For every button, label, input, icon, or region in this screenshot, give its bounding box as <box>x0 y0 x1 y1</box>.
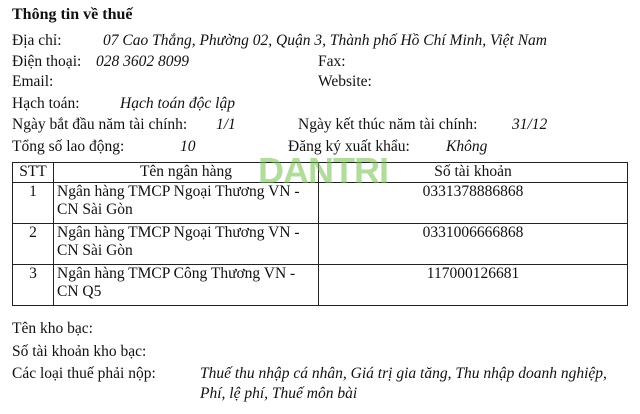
email-label: Email: <box>12 73 54 90</box>
fax-label: Fax: <box>318 53 346 70</box>
employees-label: Tổng số lao động: <box>12 138 125 155</box>
fiscal-start-value: 1/1 <box>216 116 236 133</box>
treasury-account-label: Số tài khoản kho bạc: <box>12 343 147 360</box>
row-stt: 2 <box>13 224 54 265</box>
export-reg-value: Không <box>446 138 488 155</box>
table-row <box>13 265 628 306</box>
table-row <box>13 224 628 265</box>
col-header-bank-name: Tên ngân hàng <box>54 163 319 183</box>
website-label: Website: <box>318 73 372 90</box>
treasury-name-label: Tên kho bạc: <box>12 320 93 337</box>
phone-label: Điện thoại: <box>12 53 82 70</box>
col-header-account-number: Số tài khoản <box>319 163 628 183</box>
row-account-number: 0331378886868 <box>319 183 628 224</box>
row-account-number: 0331006666868 <box>319 224 628 265</box>
fiscal-end-label: Ngày kết thúc năm tài chính: <box>298 116 478 133</box>
phone-value: 028 3602 8099 <box>96 53 189 70</box>
dantri-watermark: DANTRI <box>258 150 388 191</box>
fiscal-end-value: 31/12 <box>512 116 548 133</box>
section-title: Thông tin về thuế <box>12 6 133 23</box>
employees-value: 10 <box>180 138 196 155</box>
taxes-label: Các loại thuế phải nộp: <box>12 365 156 382</box>
row-stt: 1 <box>13 183 54 224</box>
fiscal-start-label: Ngày bắt đầu năm tài chính: <box>12 116 188 133</box>
row-bank-name: Ngân hàng TMCP Công Thương VN - CN Q5 <box>54 265 319 306</box>
export-reg-label: Đăng ký xuất khẩu: <box>288 138 410 155</box>
address-value: 07 Cao Thắng, Phường 02, Quận 3, Thành phố Hồ Chí Minh, Việt Nam <box>103 32 547 49</box>
row-account-number: 117000126681 <box>319 265 628 306</box>
accounting-label: Hạch toán: <box>12 95 80 112</box>
row-bank-name: Ngân hàng TMCP Ngoại Thương VN - CN Sài Gòn <box>54 224 319 265</box>
taxes-value: Thuế thu nhập cá nhân, Giá trị gia tăng, Thu nhập doanh nghiệp, Phí, lệ phí, Thuế môn bài <box>200 365 607 402</box>
row-stt: 3 <box>13 265 54 306</box>
address-label: Địa chỉ: <box>12 32 62 49</box>
accounting-value: Hạch toán độc lập <box>120 95 235 112</box>
row-bank-name: Ngân hàng TMCP Ngoại Thương VN - CN Sài Gòn <box>54 183 319 224</box>
col-header-stt: STT <box>13 163 54 183</box>
